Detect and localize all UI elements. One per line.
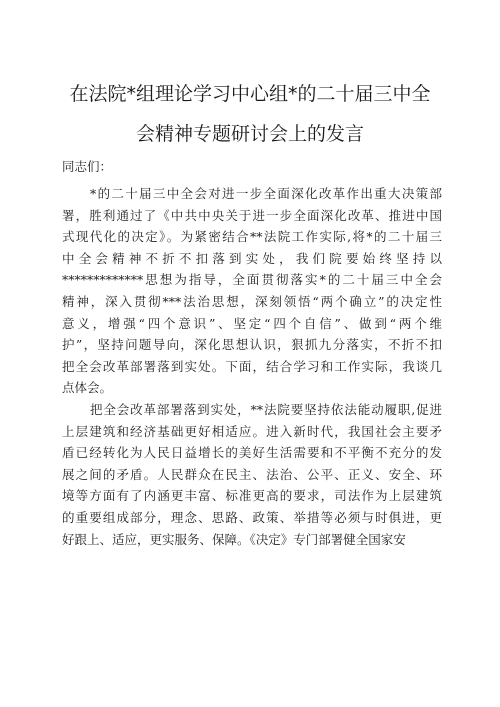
paragraph-line: 上层建筑和经济基础更好相适应。进入新时代，我国社会主要矛	[62, 423, 442, 439]
paragraph-line: 署，胜利通过了《中共中央关于进一步全面深化改革、推进中国	[62, 207, 442, 223]
paragraph-line: 精神，深入贯彻***法治思想，深刻领悟“两个确立”的决定性	[62, 294, 442, 309]
paragraph-line: 中全会精神不折不扣落到实处，我们院要始终坚持以	[62, 250, 442, 266]
paragraph-line: *的二十届三中全会对进一步全面深化改革作出重大决策部	[90, 186, 442, 201]
greeting: 同志们：	[62, 159, 113, 174]
document-title-line-1: 在法院*组理论学习中心组*的二十届三中全	[69, 83, 431, 105]
paragraph-line: 点体会。	[62, 380, 113, 396]
paragraph-line: 展之间的矛盾。人民群众在民主、法治、公平、正义、安全、环	[62, 466, 442, 482]
paragraph-line: 意义，增强“四个意识”、坚定“四个自信”、做到“两个维	[62, 315, 442, 331]
paragraph-line: 式现代化的决定》。为紧密结合**法院工作实际,将*的二十届三	[62, 229, 442, 245]
paragraph-line: 把全会改革部署落到实处，**法院要坚持依法能动履职,促进	[90, 402, 442, 417]
paragraph-line: *************思想为指导，全面贯彻落实*的二十届三中全会	[62, 272, 442, 288]
paragraph-line: 境等方面有了内涵更丰富、标准更高的要求，司法作为上层建筑	[62, 488, 442, 504]
paragraph-line: 的重要组成部分，理念、思路、政策、举措等必须与时俱进，更	[62, 510, 442, 525]
paragraph-line: 护”，坚持问题导向，深化思想认识，狠抓九分落实，不折不扣	[62, 337, 442, 353]
paragraph-line: 好跟上、适应，更实服务、保障。《决定》专门部署健全国家安	[62, 531, 406, 547]
document-title-line-2: 会精神专题研讨会上的发言	[135, 123, 364, 145]
paragraph-line: 盾已经转化为人民日益增长的美好生活需要和不平衡不充分的发	[62, 445, 442, 461]
paragraph-line: 把全会改革部署落到实处。下面，结合学习和工作实际，我谈几	[62, 358, 442, 374]
